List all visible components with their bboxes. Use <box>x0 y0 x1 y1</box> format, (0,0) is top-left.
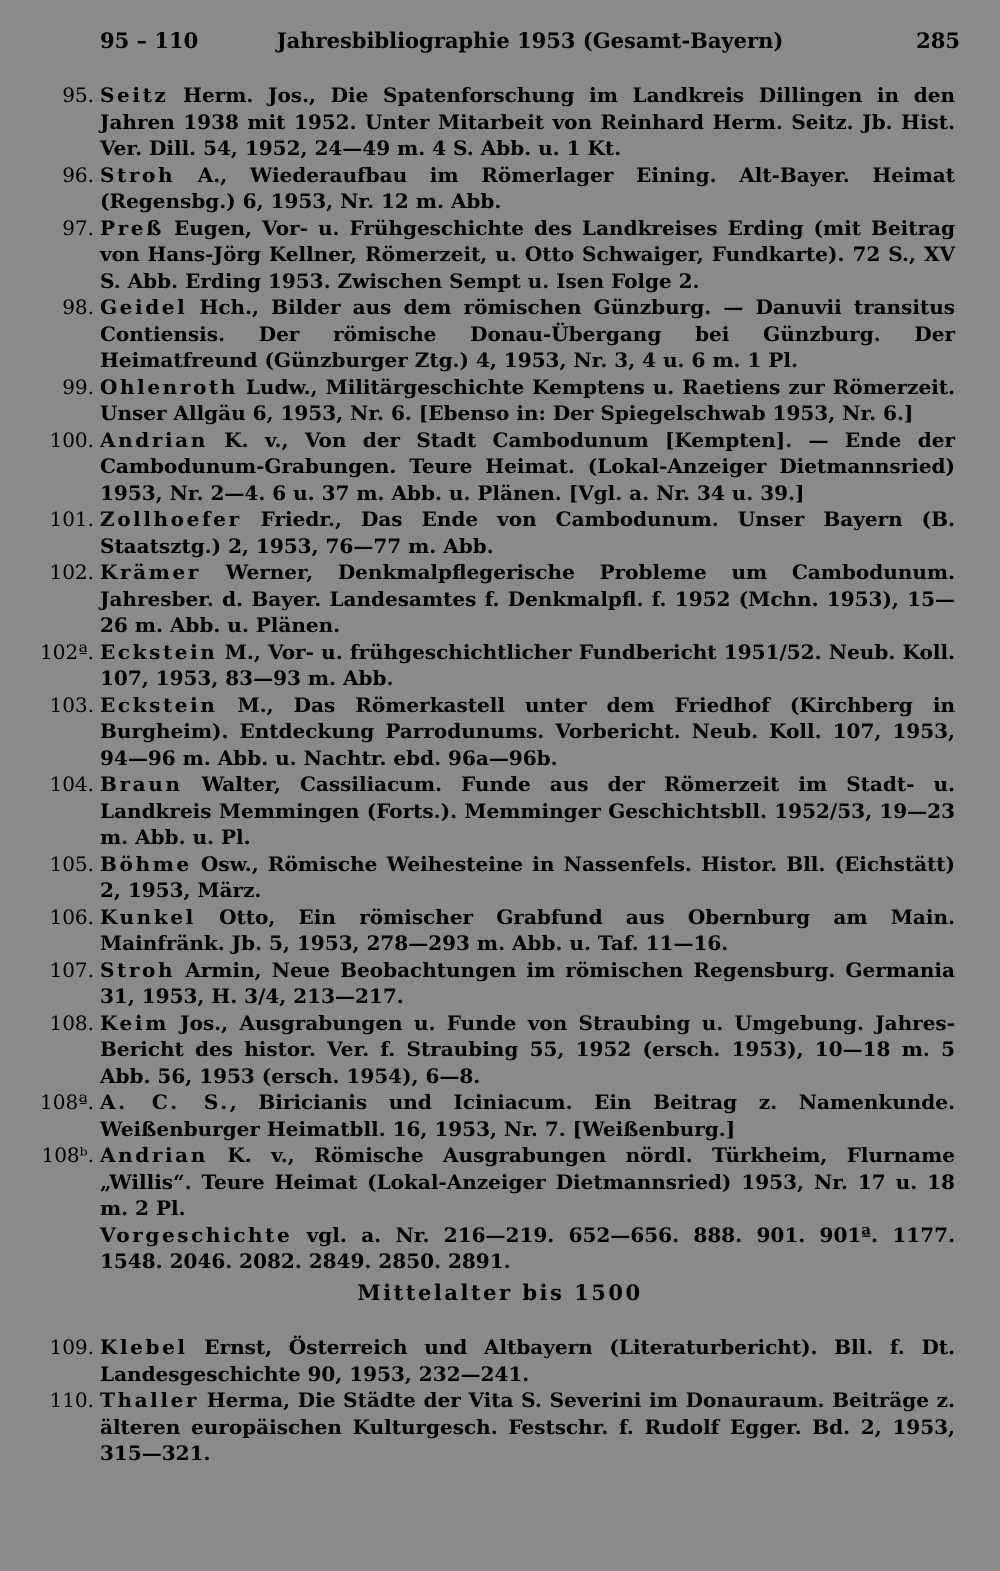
entry-author: Kunkel <box>100 904 196 929</box>
entry-body <box>100 1089 955 1142</box>
entry-body <box>100 851 955 904</box>
entry-author: Andrian <box>100 427 208 452</box>
entry-number: 106. <box>49 904 94 929</box>
bibliography-list <box>40 82 955 1275</box>
entry-text: Ludw., Militärgeschichte Kemptens u. Raetiens zur Römerzeit. Unser Allgäu 6, 1953, Nr. 6. [Ebenso in: Der Spiegelschwab 1953, Nr. 6.] <box>100 374 955 425</box>
entry-author: Andrian <box>100 1143 208 1167</box>
bibliography-entry <box>40 957 955 1010</box>
bibliography-entry <box>40 1222 955 1275</box>
entry-body <box>100 427 955 507</box>
page-range: 95 – 110 <box>100 28 199 53</box>
bibliography-entry <box>40 374 955 427</box>
entry-number: 96. <box>62 162 94 187</box>
bibliography-list-medieval <box>40 1334 955 1467</box>
entry-author: Eckstein <box>100 639 218 664</box>
entry-body <box>100 692 955 772</box>
entry-body <box>100 1222 955 1275</box>
entry-body <box>100 1334 955 1387</box>
page-number: 285 <box>916 28 960 53</box>
entry-number: 108ᵇ. <box>41 1143 94 1167</box>
entry-body <box>100 639 955 692</box>
entry-number: 108ª. <box>40 1090 95 1114</box>
entry-text: Werner, Denkmalpflegerische Probleme um Cambodunum. Jahresber. d. Bayer. Landesamtes f. Denkmalpfl. f. 1952 (Mchn. 1953), 15—26 m. Abb. u. Plänen. <box>100 560 955 637</box>
entry-author: Seitz <box>100 83 169 107</box>
bibliography-entry <box>40 904 955 957</box>
entry-number: 103. <box>49 692 94 717</box>
entry-text: Eugen, Vor- u. Frühgeschichte des Landkreises Erding (mit Beitrag von Hans-Jörg Kellner, Römerzeit, u. Otto Schwaiger, Fundkarte). 72 S., XV S. Abb. Erding 1953. Zwischen Sempt u. Isen Folge 2. <box>100 215 955 293</box>
entry-number: 98. <box>62 295 94 319</box>
entry-author: A. C. S. <box>100 1090 230 1114</box>
entry-number: 105. <box>49 851 94 876</box>
entry-number: 109. <box>49 1335 94 1359</box>
bibliography-entry <box>40 1089 955 1142</box>
entry-text: Jos., Ausgrabungen u. Funde von Straubing u. Umgebung. Jahres-Bericht des histor. Ver. f. Straubing 55, 1952 (ersch. 1953), 10—18 m. 5 Abb. 56, 1953 (ersch. 1954), 6—8. <box>100 1010 955 1088</box>
bibliography-entry <box>40 1142 955 1222</box>
entry-text: vgl. a. Nr. 216—219. 652—656. 888. 901. 901ª. 1177. 1548. 2046. 2082. 2849. 2850. 2891. <box>100 1222 955 1273</box>
entry-number: 110. <box>49 1388 94 1412</box>
bibliography-entry <box>40 1387 955 1467</box>
entry-body <box>100 904 955 957</box>
bibliography-entry <box>40 639 955 692</box>
entry-author: Vorgeschichte <box>100 1222 293 1247</box>
bibliography-entry <box>40 506 955 559</box>
bibliography-entry <box>40 851 955 904</box>
entry-text: Friedr., Das Ende von Cambodunum. Unser Bayern (B. Staatsztg.) 2, 1953, 76—77 m. Abb. <box>100 507 955 558</box>
entry-author: Preß <box>100 215 164 240</box>
entry-text: Walter, Cassiliacum. Funde aus der Römerzeit im Stadt- u. Landkreis Memmingen (Forts.). Memminger Geschichtsbll. 1952/53, 19—23 m. Abb. u. Pl. <box>100 772 955 849</box>
entry-author: Braun <box>100 772 183 796</box>
entry-text: A., Wiederaufbau im Römerlager Eining. Alt-Bayer. Heimat (Regensbg.) 6, 1953, Nr. 12 m. Abb. <box>100 162 955 213</box>
entry-text: M., Das Römerkastell unter dem Friedhof (Kirchberg in Burgheim). Entdeckung Parrodunums. Vorbericht. Neub. Koll. 107, 1953, 94—96 m. Abb. u. Nachtr. ebd. 96a—96b. <box>100 692 955 770</box>
entry-body <box>100 82 955 162</box>
entry-number: 97. <box>62 215 94 240</box>
bibliography-entry <box>40 294 955 374</box>
entry-text: Herma, Die Städte der Vita S. Severini im Donauraum. Beiträge z. älteren europäischen Kulturgesch. Festschr. f. Rudolf Egger. Bd. 2, 1953, 315—321. <box>100 1388 955 1465</box>
entry-author: Stroh <box>100 957 176 982</box>
entry-text: Otto, Ein römischer Grabfund aus Obernburg am Main. Mainfränk. Jb. 5, 1953, 278—293 m. Abb. u. Taf. 11—16. <box>100 904 955 955</box>
bibliography-entry <box>40 559 955 639</box>
bibliography-entry <box>40 427 955 507</box>
entry-text: K. v., Römische Ausgrabungen nördl. Türkheim, Flurname „Willis“. Teure Heimat (Lokal-Anzeiger Dietmannsried) 1953, Nr. 17 u. 18 m. 2 Pl. <box>100 1143 955 1220</box>
entry-author: Krämer <box>100 560 201 584</box>
bibliography-entry <box>40 82 955 162</box>
entry-number: 99. <box>62 374 94 399</box>
entry-number: 102. <box>49 560 94 584</box>
entry-text: Ernst, Österreich und Altbayern (Literaturbericht). Bll. f. Dt. Landesgeschichte 90, 1953, 232—241. <box>100 1335 955 1386</box>
entry-text: K. v., Von der Stadt Cambodunum [Kempten]. — Ende der Cambodunum-Grabungen. Teure Heimat. (Lokal-Anzeiger Dietmannsried) 1953, Nr. 2—4. 6 u. 37 m. Abb. u. Plänen. [Vgl. a. Nr. 34 u. 39.] <box>100 427 955 505</box>
running-title: Jahresbibliographie 1953 (Gesamt-Bayern) <box>276 28 784 53</box>
entry-body <box>100 771 955 851</box>
entry-text: , Biricianis und Iciniacum. Ein Beitrag z. Namenkunde. Weißenburger Heimatbll. 16, 1953, Nr. 7. [Weißenburg.] <box>100 1090 955 1141</box>
entry-author: Keim <box>100 1010 169 1035</box>
entry-number: 108. <box>49 1010 94 1035</box>
entry-text: Osw., Römische Weihesteine in Nassenfels. Histor. Bll. (Eichstätt) 2, 1953, März. <box>100 851 955 902</box>
entry-number: 95. <box>62 83 94 107</box>
entry-author: Eckstein <box>100 692 218 717</box>
bibliography-entry <box>40 1334 955 1387</box>
entry-author: Thaller <box>100 1388 200 1412</box>
entry-text: Herm. Jos., Die Spatenforschung im Landkreis Dillingen in den Jahren 1938 mit 1952. Unter Mitarbeit von Reinhard Herm. Seitz. Jb. Hist. Ver. Dill. 54, 1952, 24—49 m. 4 S. Abb. u. 1 Kt. <box>100 83 955 160</box>
entry-body <box>100 1010 955 1090</box>
entry-body <box>100 215 955 295</box>
bibliography-entry <box>40 215 955 295</box>
entry-number: 102ª. <box>40 639 95 664</box>
entry-author: Böhme <box>100 851 192 876</box>
entry-body <box>100 294 955 374</box>
section-heading: Mittelalter bis 1500 <box>357 1280 643 1305</box>
bibliography-entry <box>40 771 955 851</box>
entry-body <box>100 1387 955 1467</box>
entry-author: Zollhoefer <box>100 507 242 531</box>
entry-author: Ohlenroth <box>100 374 238 399</box>
entry-author: Stroh <box>100 162 176 187</box>
bibliography-entry <box>40 1010 955 1090</box>
entry-number: 104. <box>49 772 94 796</box>
entry-text: Hch., Bilder aus dem römischen Günzburg. — Danuvii transitus Contiensis. Der römische Donau-Übergang bei Günzburg. Der Heimatfreund (Günzburger Ztg.) 4, 1953, Nr. 3, 4 u. 6 m. 1 Pl. <box>100 295 955 372</box>
entry-number: 100. <box>49 427 94 452</box>
entry-body <box>100 1142 955 1222</box>
entry-body <box>100 506 955 559</box>
entry-text: Armin, Neue Beobachtungen im römischen Regensburg. Germania 31, 1953, H. 3/4, 213—217. <box>100 957 955 1008</box>
entry-number <box>40 1222 100 1275</box>
entry-author: Geidel <box>100 295 188 319</box>
entry-body <box>100 162 955 215</box>
bibliography-entry <box>40 162 955 215</box>
bibliography-entry <box>40 692 955 772</box>
entry-author: Klebel <box>100 1335 188 1359</box>
entry-number: 101. <box>49 507 94 531</box>
entry-text: M., Vor- u. frühgeschichtlicher Fundbericht 1951/52. Neub. Koll. 107, 1953, 83—93 m. Abb. <box>100 639 955 690</box>
entry-body <box>100 374 955 427</box>
entry-body <box>100 559 955 639</box>
entry-number: 107. <box>49 957 94 982</box>
entry-body <box>100 957 955 1010</box>
running-head <box>100 28 960 60</box>
